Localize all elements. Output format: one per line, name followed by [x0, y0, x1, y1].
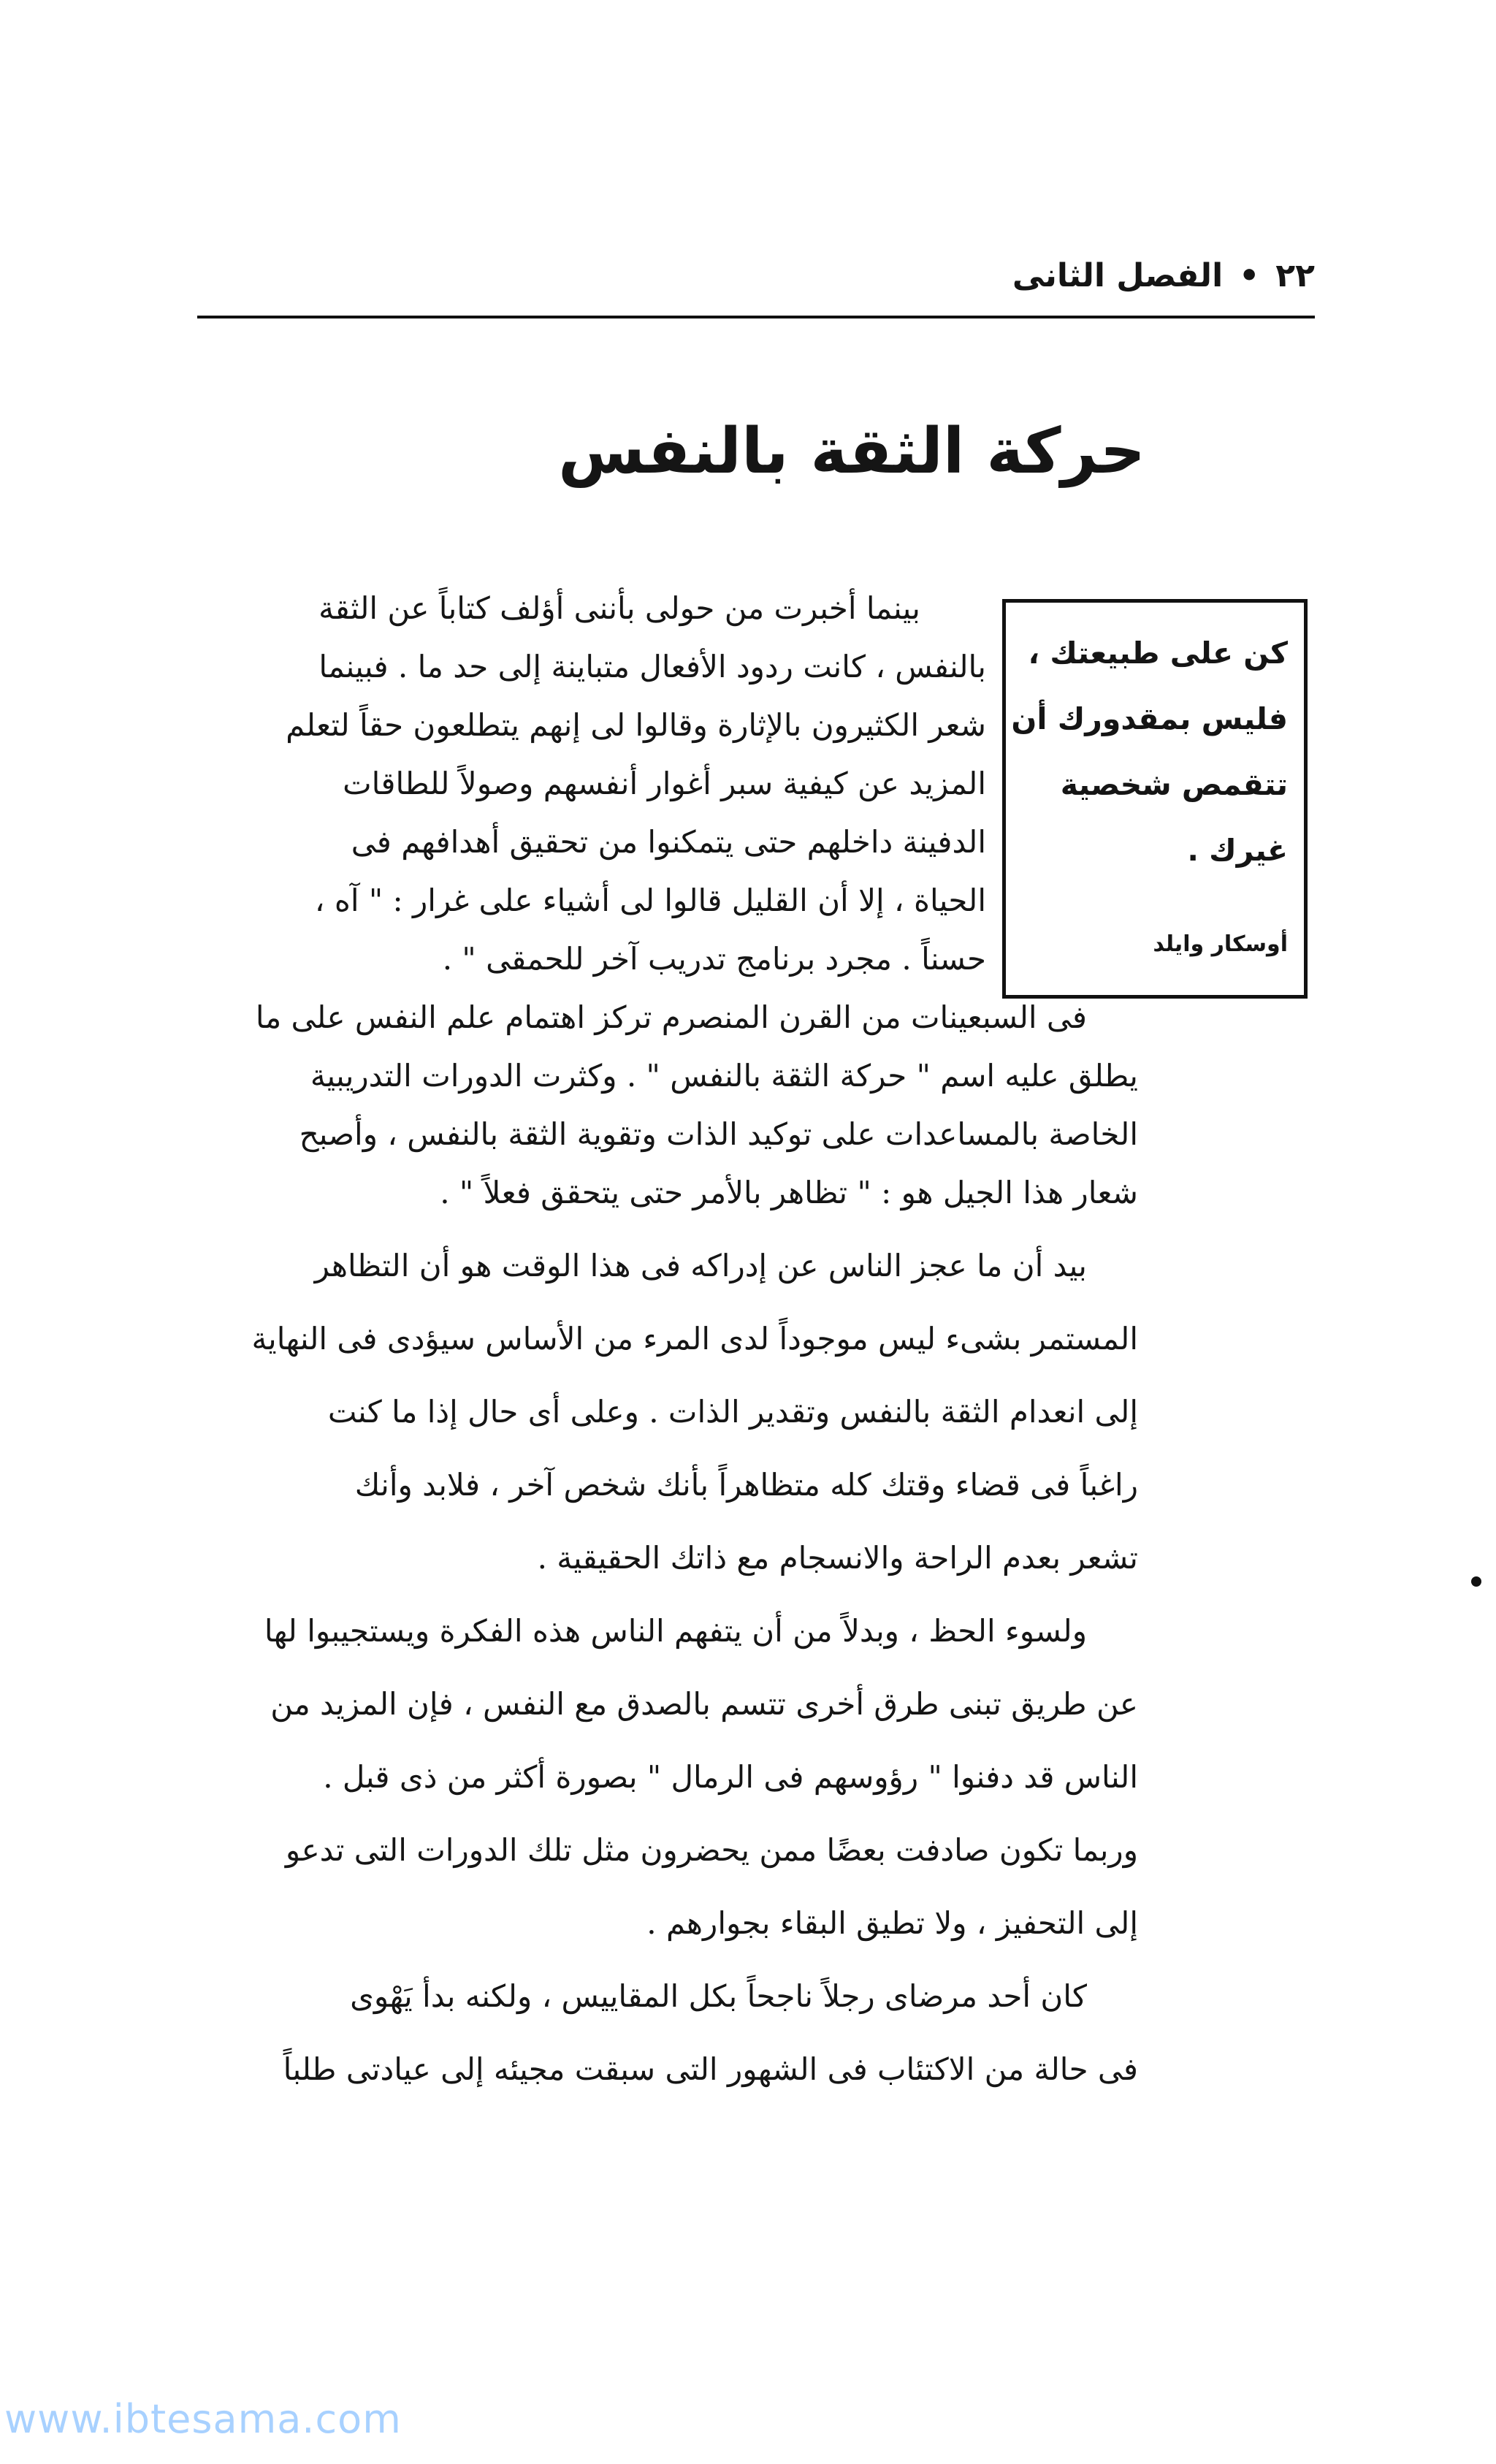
- paragraph-line: وربما تكون صادفت بعضًا ممن يحضرون مثل تلك الدورات التى تدعو: [285, 1832, 1138, 1868]
- paragraph-line: فى السبعينات من القرن المنصرم تركز اهتمام علم النفس على ما: [255, 999, 1087, 1035]
- paragraph-line: بينما أخبرت من حولى بأننى أؤلف كتاباً عن الثقة: [318, 590, 920, 626]
- chapter-title: الفصل الثانى: [1012, 257, 1224, 294]
- paragraph-line: راغباً فى قضاء وقتك كله متظاهراً بأنك شخص آخر ، فلابد وأنك: [354, 1467, 1138, 1503]
- header-separator: •: [1239, 257, 1260, 294]
- paragraph-line: شعار هذا الجيل هو : " تظاهر بالأمر حتى يتحقق فعلاً " .: [440, 1175, 1138, 1210]
- section-title: حركة الثقة بالنفس: [558, 415, 1145, 488]
- paragraph-line: الخاصة بالمساعدات على توكيد الذات وتقوية الثقة بالنفس ، وأصبح: [299, 1116, 1138, 1152]
- paragraph-line: المستمر بشىء ليس موجوداً لدى المرء من الأساس سيؤدى فى النهاية: [251, 1321, 1138, 1357]
- quote-author: أوسكار وايلد: [1153, 931, 1288, 957]
- paragraph-line: عن طريق تبنى طرق أخرى تتسم بالصدق مع النفس ، فإن المزيد من: [270, 1686, 1138, 1722]
- paragraph-line: ولسوء الحظ ، وبدلاً من أن يتفهم الناس هذه الفكرة ويستجيبوا لها: [264, 1613, 1087, 1649]
- paragraph-line: بالنفس ، كانت ردود الأفعال متباينة إلى حد ما . فبينما: [318, 649, 986, 684]
- page-header: [197, 257, 1315, 319]
- margin-dot: [1471, 1576, 1481, 1587]
- paragraph-line: الحياة ، إلا أن القليل قالوا لى أشياء على غرار : " آه ،: [314, 882, 986, 918]
- quote-line: تتقمص شخصية: [1060, 767, 1288, 802]
- paragraph-line: فى حالة من الاكتئاب فى الشهور التى سبقت مجيئه إلى عيادتى طلباً: [283, 2051, 1138, 2087]
- paragraph-line: الدفينة داخلهم حتى يتمكنوا من تحقيق أهدافهم فى: [351, 824, 986, 860]
- quote-line: كن على طبيعتك ،: [1028, 636, 1288, 671]
- paragraph-line: إلى التحفيز ، ولا تطيق البقاء بجوارهم .: [646, 1905, 1138, 1941]
- paragraph-line: كان أحد مرضاى رجلاً ناجحاً بكل المقاييس ، ولكنه بدأ يَهْوى: [350, 1978, 1087, 2014]
- paragraph-line: حسناً . مجرد برنامج تدريب آخر للحمقى " .: [442, 941, 986, 977]
- running-head: [1012, 257, 1315, 294]
- paragraph-line: تشعر بعدم الراحة والانسجام مع ذاتك الحقيقية .: [537, 1540, 1138, 1576]
- paragraph-line: المزيد عن كيفية سبر أغوار أنفسهم وصولاً للطاقات: [343, 766, 986, 801]
- paragraph-line: يطلق عليه اسم " حركة الثقة بالنفس " . وكثرت الدورات التدريبية: [310, 1058, 1138, 1094]
- quote-box: [1002, 599, 1308, 999]
- quote-line: فليس بمقدورك أن: [1011, 701, 1288, 736]
- paragraph-line: إلى انعدام الثقة بالنفس وتقدير الذات . وعلى أى حال إذا ما كنت: [327, 1394, 1138, 1430]
- quote-line: غيرك .: [1187, 833, 1288, 868]
- page-number: ٢٢: [1275, 257, 1315, 294]
- watermark: www.ibtesama.com: [4, 2396, 402, 2442]
- paragraph-line: بيد أن ما عجز الناس عن إدراكه فى هذا الوقت هو أن التظاهر: [314, 1248, 1087, 1284]
- paragraph-line: شعر الكثيرون بالإثارة وقالوا لى إنهم يتطلعون حقاً لتعلم: [286, 707, 986, 743]
- paragraph-line: الناس قد دفنوا " رؤوسهم فى الرمال " بصورة أكثر من ذى قبل .: [323, 1759, 1138, 1795]
